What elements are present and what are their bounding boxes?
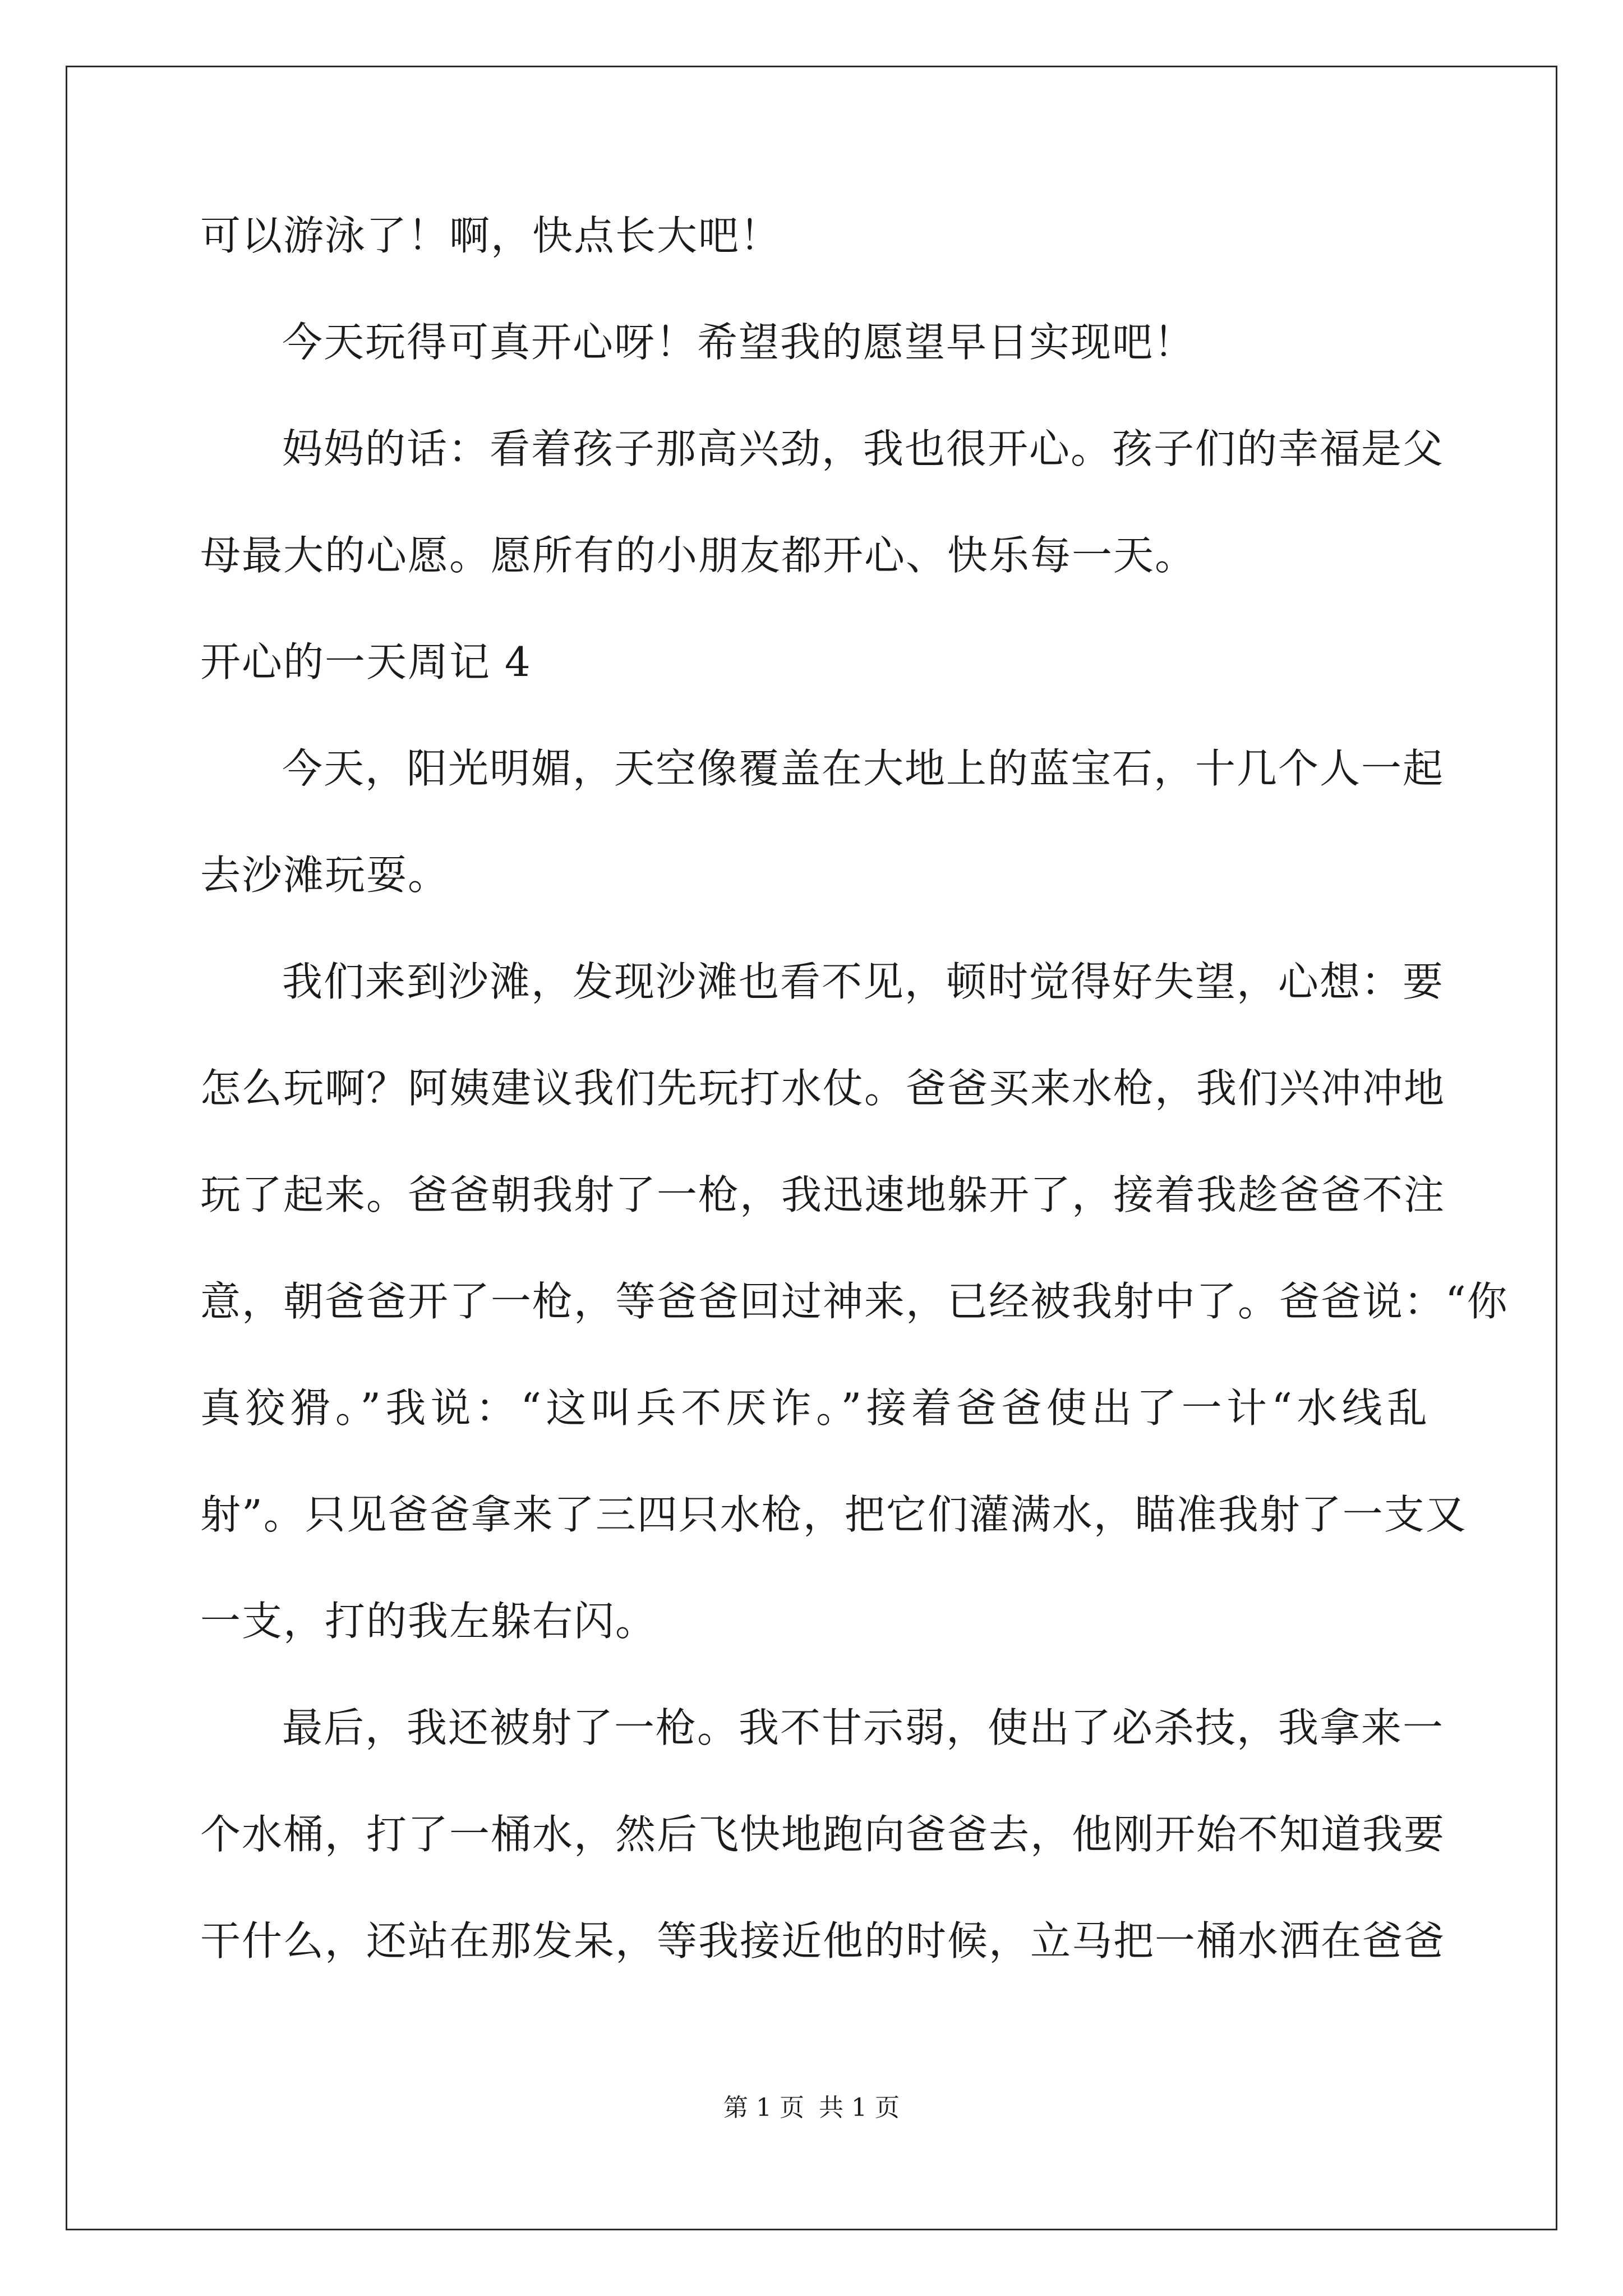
text-line: 意，朝爸爸开了一枪，等爸爸回过神来，已经被我射中了。爸爸说：“你 bbox=[200, 1278, 1509, 1325]
page-footer bbox=[0, 2091, 1623, 2125]
text-line: 真狡猾。”我说：“这叫兵不厌诈。”接着爸爸使出了一计“水线乱 bbox=[200, 1384, 1428, 1432]
text-line: 我们来到沙滩，发现沙滩也看不见，顿时觉得好失望，心想：要 bbox=[282, 958, 1445, 1005]
text-line: 干什么，还站在那发呆，等我接近他的时候，立马把一桶水洒在爸爸 bbox=[200, 1917, 1446, 1964]
text-line: 可以游泳了！啊，快点长大吧！ bbox=[200, 212, 782, 259]
text-line: 妈妈的话：看着孩子那高兴劲，我也很开心。孩子们的幸福是父 bbox=[282, 425, 1445, 472]
page-total: 共 1 页 bbox=[819, 2093, 900, 2122]
text-line: 今天玩得可真开心呀！希望我的愿望早日实现吧！ bbox=[282, 319, 1196, 366]
text-line: 去沙滩玩耍。 bbox=[200, 852, 450, 899]
page-number: 第 1 页 bbox=[723, 2093, 804, 2122]
text-line: 玩了起来。爸爸朝我射了一枪，我迅速地躲开了，接着我趁爸爸不注 bbox=[200, 1171, 1446, 1218]
text-line: 一支，打的我左躲右闪。 bbox=[200, 1598, 657, 1645]
text-line: 母最大的心愿。愿所有的小朋友都开心、快乐每一天。 bbox=[200, 532, 1197, 579]
text-line: 怎么玩啊？阿姨建议我们先玩打水仗。爸爸买来水枪，我们兴冲冲地 bbox=[200, 1065, 1446, 1112]
text-line: 个水桶，打了一桶水，然后飞快地跑向爸爸去，他刚开始不知道我要 bbox=[200, 1811, 1446, 1858]
text-line: 射”。只见爸爸拿来了三四只水枪，把它们灌满水，瞄准我射了一支又 bbox=[200, 1491, 1467, 1538]
text-line: 今天，阳光明媚，天空像覆盖在大地上的蓝宝石，十几个人一起 bbox=[282, 745, 1445, 792]
page-border bbox=[66, 66, 1557, 2230]
section-heading: 开心的一天周记 4 bbox=[200, 638, 532, 685]
text-line: 最后，我还被射了一枪。我不甘示弱，使出了必杀技，我拿来一 bbox=[282, 1704, 1445, 1751]
